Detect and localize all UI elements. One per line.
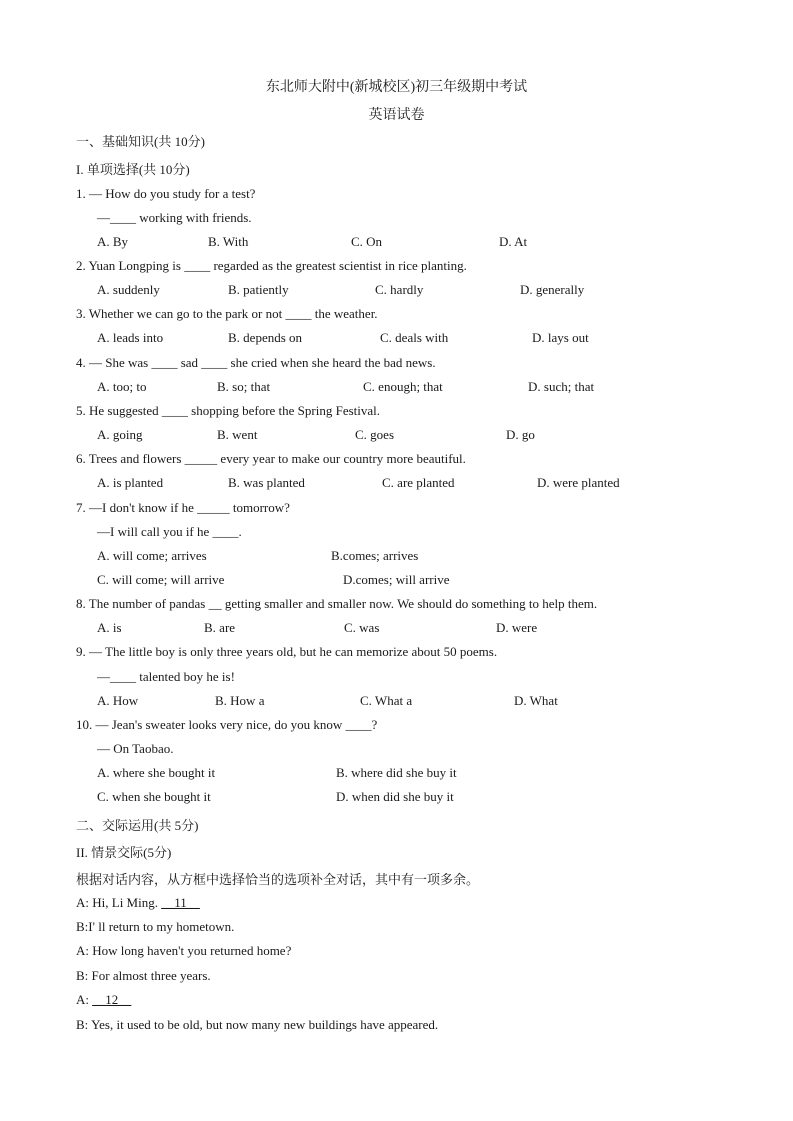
option: B. was planted xyxy=(228,475,305,490)
option: D. generally xyxy=(520,282,585,297)
option: B. How a xyxy=(215,693,265,708)
section-2-instruction: 根据对话内容，从方框中选择恰当的选项补全对话，其中有一项多余。 xyxy=(76,872,480,887)
option: A. is xyxy=(97,620,122,635)
dialogue-text: I' ll return to my hometown. xyxy=(88,919,235,934)
option: B. where did she buy it xyxy=(336,765,457,780)
option: D. At xyxy=(499,234,528,249)
option: D. such; that xyxy=(528,379,595,394)
section-2-heading: 二、交际运用(共 5分) xyxy=(76,818,199,833)
section-2-part-heading: II. 情景交际(5分) xyxy=(76,845,172,860)
section-1-heading: 一、基础知识(共 10分) xyxy=(76,134,205,149)
dialogue-text: Hi, Li Ming. xyxy=(92,895,162,910)
dialogue-text: How long haven't you returned home? xyxy=(92,943,292,958)
question-stem-reply: —____ talented boy he is! xyxy=(97,669,235,684)
dialogue-speaker: B: xyxy=(76,968,92,983)
question-stem-reply: — On Taobao. xyxy=(97,741,174,756)
question-stem: 5. He suggested ____ shopping before the Spring Festival. xyxy=(76,403,381,418)
option: B.comes; arrives xyxy=(331,548,419,563)
option: C. What a xyxy=(360,693,413,708)
option: B. so; that xyxy=(217,379,271,394)
option: A. is planted xyxy=(97,475,164,490)
option: D. when did she buy it xyxy=(336,789,454,804)
question-stem: 1. — How do you study for a test? xyxy=(76,186,256,201)
question-stem-reply: —I will call you if he ____. xyxy=(97,524,242,539)
dialogue-speaker: B: xyxy=(76,919,89,934)
dialogue-text: For almost three years. xyxy=(91,968,211,983)
dialogue-line xyxy=(76,943,291,959)
option: A. leads into xyxy=(97,330,164,345)
question-stem: 10. — Jean's sweater looks very nice, do you know ____? xyxy=(76,717,378,732)
option: A. will come; arrives xyxy=(97,548,207,563)
option: A. suddenly xyxy=(97,282,160,297)
option: A. where she bought it xyxy=(97,765,216,780)
option: D. were xyxy=(496,620,538,635)
option: D. lays out xyxy=(532,330,589,345)
option: B. patiently xyxy=(228,282,289,297)
dialogue-blank: __12__ xyxy=(92,992,132,1007)
option: A. How xyxy=(97,693,139,708)
dialogue-line xyxy=(76,992,131,1008)
option: A. too; to xyxy=(97,379,147,394)
option: C. will come; will arrive xyxy=(97,572,225,587)
dialogue-line xyxy=(76,919,234,935)
exam-title: 东北师大附中(新城校区)初三年级期中考试 xyxy=(265,80,528,95)
dialogue-line xyxy=(76,968,211,984)
option: B. With xyxy=(208,234,249,249)
dialogue-line xyxy=(76,895,200,911)
option: D. go xyxy=(506,427,535,442)
option: D.comes; will arrive xyxy=(343,572,450,587)
question-stem: 9. — The little boy is only three years old, but he can memorize about 50 poems. xyxy=(76,644,498,659)
question-stem: 2. Yuan Longping is ____ regarded as the greatest scientist in rice planting. xyxy=(76,258,467,273)
dialogue-line xyxy=(76,1017,438,1033)
option: B. went xyxy=(217,427,258,442)
question-stem: 4. — She was ____ sad ____ she cried when she heard the bad news. xyxy=(76,355,436,370)
option: C. On xyxy=(351,234,383,249)
dialogue-speaker: A: xyxy=(76,992,93,1007)
option: B. are xyxy=(204,620,236,635)
option: C. hardly xyxy=(375,282,424,297)
dialogue-text: Yes, it used to be old, but now many new buildings have appeared. xyxy=(91,1017,439,1032)
dialogue-blank: __11__ xyxy=(161,895,200,910)
question-stem: 7. —I don't know if he _____ tomorrow? xyxy=(76,500,290,515)
exam-subtitle: 英语试卷 xyxy=(368,108,425,123)
question-stem: 8. The number of pandas __ getting smaller and smaller now. We should do something to help them. xyxy=(76,596,598,611)
dialogue-speaker: A: xyxy=(76,943,93,958)
question-stem: 3. Whether we can go to the park or not ____ the weather. xyxy=(76,306,378,321)
dialogue-speaker: B: xyxy=(76,1017,92,1032)
option: C. goes xyxy=(355,427,394,442)
section-1-part-heading: I. 单项选择(共 10分) xyxy=(76,162,190,177)
option: D. What xyxy=(514,693,558,708)
option: C. deals with xyxy=(380,330,449,345)
option: C. was xyxy=(344,620,380,635)
dialogue-speaker: A: xyxy=(76,895,93,910)
option: A. By xyxy=(97,234,129,249)
option: B. depends on xyxy=(228,330,303,345)
option: C. enough; that xyxy=(363,379,443,394)
question-stem: 6. Trees and flowers _____ every year to make our country more beautiful. xyxy=(76,451,466,466)
question-stem-reply: —____ working with friends. xyxy=(97,210,252,225)
option: D. were planted xyxy=(537,475,620,490)
option: A. going xyxy=(97,427,143,442)
option: C. when she bought it xyxy=(97,789,211,804)
option: C. are planted xyxy=(382,475,455,490)
